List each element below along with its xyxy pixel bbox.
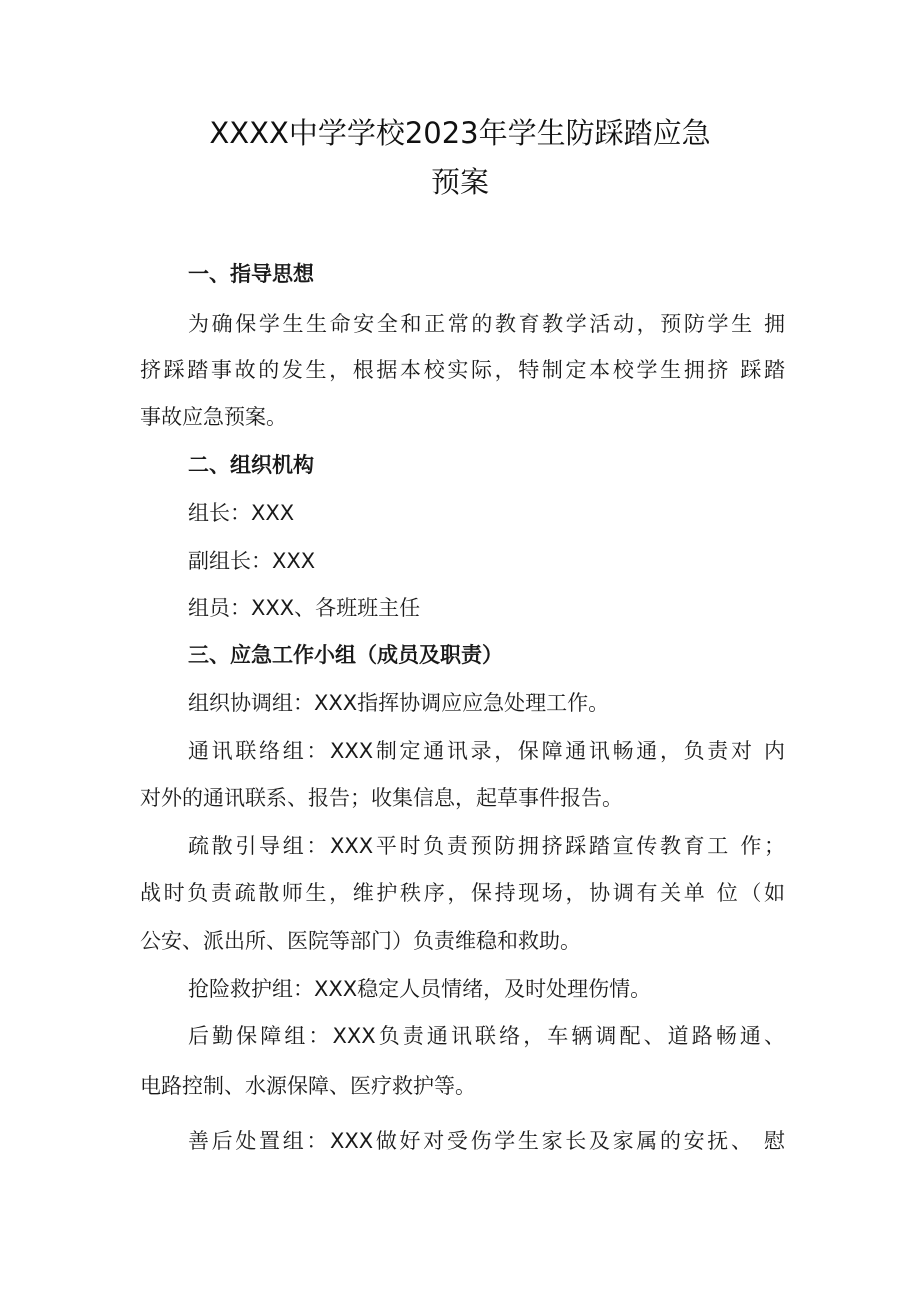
document-title-line-1: XXXX中学学校2023年学生防踩踏应急 bbox=[209, 116, 711, 150]
paragraph-line: 善后处置组：XXX做好对受伤学生家长及家属的安抚、 慰 bbox=[188, 1129, 785, 1153]
paragraph-line: 通讯联络组：XXX制定通讯录，保障通讯畅通，负责对 内 bbox=[188, 739, 785, 763]
document-title-line-2: 预案 bbox=[430, 165, 489, 199]
org-deputy-leader: 副组长：XXX bbox=[188, 549, 316, 573]
org-members: 组员：XXX、各班班主任 bbox=[188, 596, 421, 620]
paragraph-line: 公安、派出所、医院等部门）负责维稳和救助。 bbox=[140, 929, 581, 953]
section-heading-emergency-groups: 三、应急工作小组（成员及职责） bbox=[188, 643, 503, 667]
paragraph-line: 对外的通讯联系、报告；收集信息，起草事件报告。 bbox=[140, 786, 623, 810]
paragraph-line: 电路控制、水源保障、医疗救护等。 bbox=[140, 1074, 476, 1098]
section-heading-organization: 二、组织机构 bbox=[188, 453, 314, 477]
paragraph-line: 战时负责疏散师生，维护秩序，保持现场，协调有关单 位（如 bbox=[140, 881, 785, 905]
paragraph-line: 疏散引导组：XXX平时负责预防拥挤踩踏宣传教育工 作； bbox=[188, 834, 785, 858]
group-rescue: 抢险救护组：XXX稳定人员情绪，及时处理伤情。 bbox=[188, 977, 652, 1001]
paragraph-line: 事故应急预案。 bbox=[140, 405, 287, 429]
paragraph-line: 后勤保障组：XXX负责通讯联络，车辆调配、道路畅通、 bbox=[188, 1024, 785, 1048]
paragraph-line: 为确保学生生命安全和正常的教育教学活动，预防学生 拥 bbox=[188, 312, 785, 336]
paragraph-line: 挤踩踏事故的发生，根据本校实际，特制定本校学生拥挤 踩踏 bbox=[140, 358, 785, 382]
org-leader: 组长：XXX bbox=[188, 501, 295, 525]
group-coordination: 组织协调组：XXX指挥协调应应急处理工作。 bbox=[188, 691, 610, 715]
section-heading-guiding-principle: 一、指导思想 bbox=[188, 262, 314, 286]
